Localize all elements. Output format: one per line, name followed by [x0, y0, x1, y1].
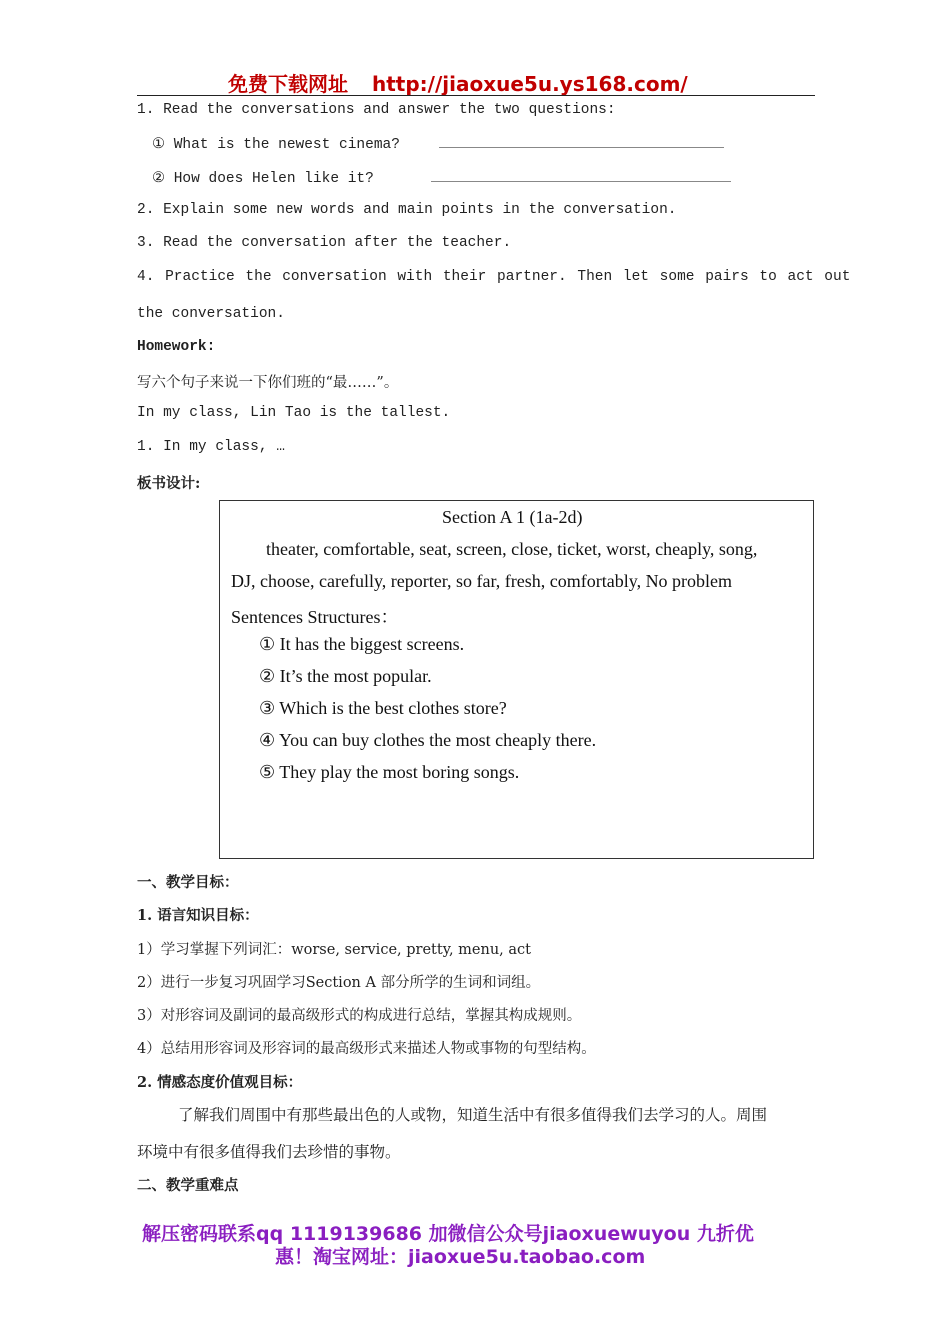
- step-4-cont: the conversation.: [137, 306, 285, 322]
- goal-item-2: 2）进行一步复习巩固学习Section A 部分所学的生词和词组。: [137, 975, 541, 991]
- goals-heading: 一、教学目标：: [137, 874, 239, 891]
- goals-sub-1: 1. 语言知识目标：: [137, 907, 259, 924]
- board-sentence-4: ④ You can buy clothes the most cheaply there.: [259, 730, 597, 750]
- page-header: [228, 68, 688, 97]
- homework-item-1: 1. In my class, …: [137, 439, 285, 455]
- goals-paragraph-line-1: 了解我们周围中有那些最出色的人或物，知道生活中有很多值得我们去学习的人。周围: [178, 1106, 768, 1124]
- board-sentence-1: ① It has the biggest screens.: [259, 634, 465, 654]
- goals-sub-2: 2. 情感态度价值观目标：: [137, 1074, 303, 1091]
- step-3: 3. Read the conversation after the teacher.: [137, 235, 512, 251]
- goal-item-3: 3）对形容词及副词的最高级形式的构成进行总结，掌握其构成规则。: [137, 1008, 582, 1024]
- question-1: [152, 135, 724, 153]
- board-words-line-2: DJ, choose, carefully, reporter, so far, fresh, comfortably, No problem: [231, 571, 733, 591]
- homework-example: In my class, Lin Tao is the tallest.: [137, 405, 451, 421]
- homework-instruction: 写六个句子来说一下你们班的“最……”。: [137, 375, 399, 391]
- board-sentence-3: ③ Which is the best clothes store?: [259, 698, 507, 718]
- goal-item-1: 1）学习掌握下列词汇：worse, service, pretty, menu, act: [137, 942, 531, 958]
- step-1: 1. Read the conversations and answer the two questions:: [137, 102, 616, 118]
- answer-blank-1[interactable]: [439, 135, 724, 148]
- goal-item-4: 4）总结用形容词及形容词的最高级形式来描述人物或事物的句型结构。: [137, 1041, 596, 1057]
- header-rule: [137, 95, 815, 96]
- board-heading: 板书设计:: [137, 475, 201, 492]
- header-title: 免费下载网址: [228, 72, 348, 96]
- goals-paragraph-line-2: 环境中有很多值得我们去珍惜的事物。: [137, 1143, 401, 1161]
- board-sentence-2: ② It’s the most popular.: [259, 666, 432, 686]
- step-2: 2. Explain some new words and main points in the conversation.: [137, 202, 677, 218]
- answer-blank-2[interactable]: [431, 169, 731, 182]
- homework-heading: Homework:: [137, 339, 216, 355]
- difficulty-heading: 二、教学重难点: [137, 1177, 239, 1194]
- board-title: Section A 1 (1a-2d): [442, 507, 583, 527]
- question-2-text: ② How does Helen like it?: [152, 171, 374, 187]
- footer-line-1: 解压密码联系qq 1119139686 加微信公众号jiaoxuewuyou 九折优: [142, 1223, 754, 1245]
- board-words-line-1: theater, comfortable, seat, screen, close, ticket, worst, cheaply, song,: [266, 539, 758, 559]
- question-2: [152, 169, 731, 187]
- board-sentence-5: ⑤ They play the most boring songs.: [259, 762, 520, 782]
- step-4: 4. Practice the conversation with their partner. Then let some pairs to act out: [137, 269, 851, 285]
- question-1-text: ① What is the newest cinema?: [152, 137, 400, 153]
- header-url[interactable]: http://jiaoxue5u.ys168.com/: [372, 72, 688, 96]
- footer-line-2[interactable]: 惠！淘宝网址：jiaoxue5u.taobao.com: [275, 1246, 646, 1268]
- board-structures-label: Sentences Structures：: [231, 607, 399, 627]
